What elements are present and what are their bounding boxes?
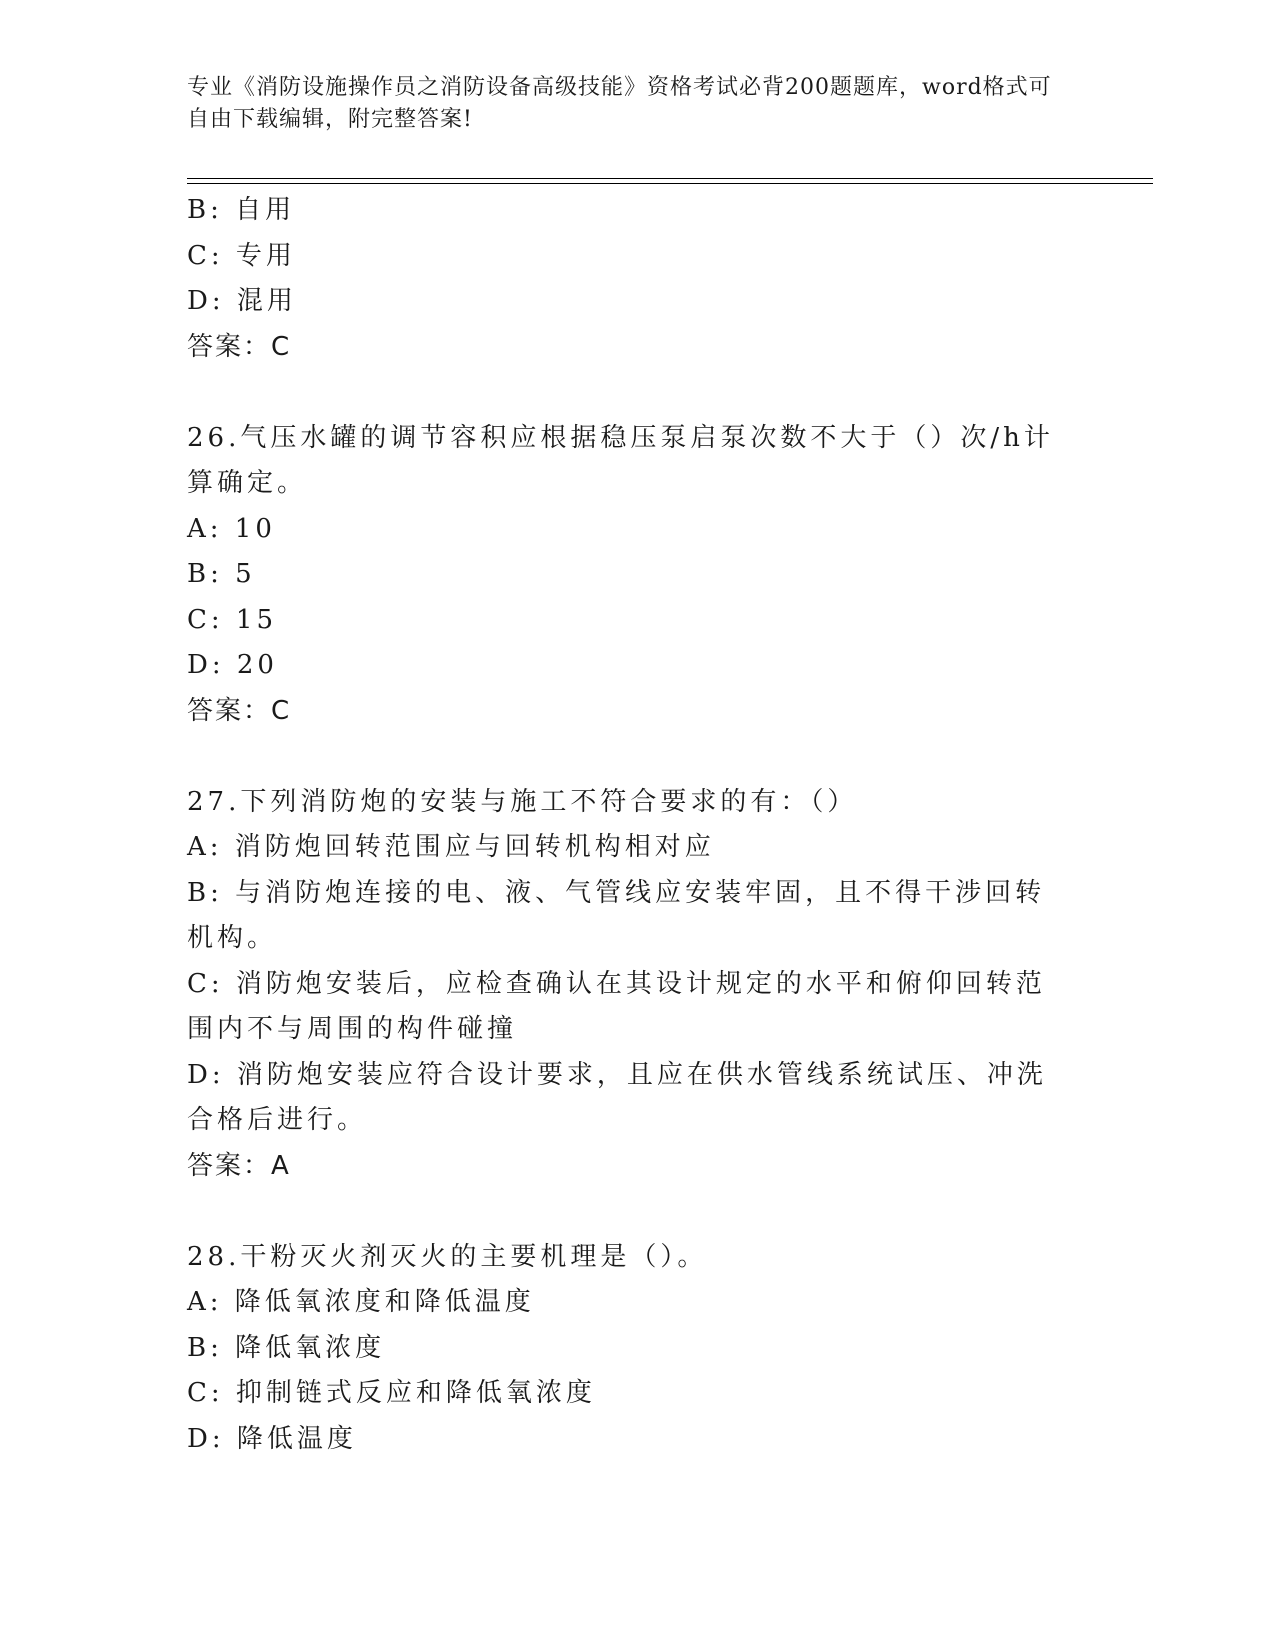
option-d: D: 混用 xyxy=(187,286,297,316)
header-divider-bottom xyxy=(187,183,1153,184)
question-28 xyxy=(187,1235,1087,1463)
question-26 xyxy=(187,416,1087,735)
option-d: D: 消防炮安装应符合设计要求，且应在供水管线系统试压、冲洗合格后进行。 xyxy=(187,1059,1047,1135)
option-a: A: 10 xyxy=(187,513,276,544)
document-body xyxy=(187,188,1087,1462)
page-header-title: 专业《消防设施操作员之消防设备高级技能》资格考试必背200题题库，word格式可自由下载编辑，附完整答案! xyxy=(187,75,1052,132)
option-a: A: 降低氧浓度和降低温度 xyxy=(187,1287,535,1317)
option-b: B: 5 xyxy=(187,559,256,589)
option-c: C: 抑制链式反应和降低氧浓度 xyxy=(187,1378,596,1408)
question-text: 26.气压水罐的调节容积应根据稳压泵启泵次数不大于（）次/h计算确定。 xyxy=(187,422,1054,498)
option-a: A: 消防炮回转范围应与回转机构相对应 xyxy=(187,832,715,862)
question-27 xyxy=(187,780,1087,1190)
option-b: B: 降低氧浓度 xyxy=(187,1332,386,1363)
option-b: B: 自用 xyxy=(187,195,296,225)
option-c: C: 专用 xyxy=(187,240,296,271)
spacer xyxy=(187,1189,1087,1235)
answer-line: 答案：C xyxy=(187,331,292,362)
question-25-continued xyxy=(187,188,1087,370)
option-b: B: 与消防炮连接的电、液、气管线应安装牢固，且不得干涉回转机构。 xyxy=(187,877,1046,953)
option-c: C: 消防炮安装后，应检查确认在其设计规定的水平和俯仰回转范围内不与周围的构件碰撞 xyxy=(187,968,1046,1044)
option-d: D: 降低温度 xyxy=(187,1423,357,1454)
spacer xyxy=(187,734,1087,780)
spacer xyxy=(187,370,1087,416)
header-divider-top xyxy=(187,178,1153,179)
answer-line: 答案：C xyxy=(187,695,292,726)
question-text: 28.干粉灭火剂灭火的主要机理是（）。 xyxy=(187,1241,708,1272)
answer-line: 答案：A xyxy=(187,1150,291,1181)
option-c: C: 15 xyxy=(187,604,278,635)
question-text: 27.下列消防炮的安装与施工不符合要求的有：（） xyxy=(187,786,858,817)
option-d: D: 20 xyxy=(187,650,278,680)
